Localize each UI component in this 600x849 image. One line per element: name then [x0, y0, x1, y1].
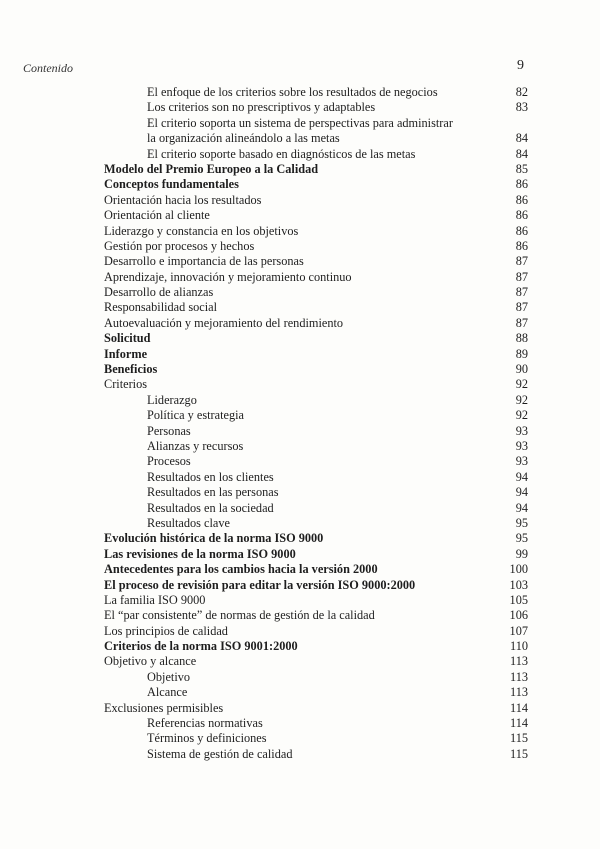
toc-entry-title: El criterio soporta un sistema de perspectivas para administrar — [147, 115, 453, 130]
toc-entry-page: 115 — [510, 731, 528, 746]
toc-entry — [104, 578, 528, 593]
toc-entry — [104, 639, 528, 654]
toc-entry — [104, 362, 528, 377]
toc-entry-page: 86 — [515, 192, 528, 207]
toc-entry — [104, 270, 528, 285]
toc-entry-title: Criterios de la norma ISO 9001:2000 — [104, 639, 298, 654]
toc-entry-title: Exclusiones permisibles — [104, 700, 224, 715]
toc-entry — [104, 347, 528, 362]
toc-entry — [104, 501, 528, 516]
toc-entry-title: Resultados clave — [147, 515, 230, 530]
toc-entry-title: Las revisiones de la norma ISO 9000 — [104, 546, 296, 561]
toc-entry-title: Conceptos fundamentales — [104, 177, 239, 192]
toc-entry-title: El enfoque de los criterios sobre los resultados de negocios — [147, 85, 438, 99]
toc-entry-title: Política y estrategia — [147, 408, 244, 423]
toc-entry — [104, 562, 528, 577]
toc-entry — [104, 624, 528, 639]
toc-entry-page: 83 — [515, 100, 528, 115]
toc-entry-title: Procesos — [147, 454, 191, 469]
toc-entry-page: 94 — [515, 500, 528, 515]
toc-entry-page: 87 — [515, 254, 528, 269]
toc-entry — [104, 547, 528, 562]
toc-entry-title: El proceso de revisión para editar la versión ISO 9000:2000 — [104, 577, 416, 592]
toc-entry — [104, 747, 528, 762]
toc-entry-title: la organización alineándolo a las metas — [147, 131, 340, 146]
toc-entry — [104, 193, 528, 208]
toc-entry-title: Solicitud — [104, 331, 151, 346]
toc-entry-page: 114 — [510, 700, 528, 715]
toc-entry-page: 113 — [510, 669, 528, 684]
toc-entry-page: 105 — [509, 592, 528, 607]
toc-entry — [104, 100, 528, 115]
toc-entry-page: 103 — [509, 577, 528, 592]
toc-entry-title: La familia ISO 9000 — [104, 592, 206, 607]
toc-entry-page: 106 — [509, 608, 528, 623]
toc-entry-page: 95 — [515, 515, 528, 530]
toc-entry-page: 82 — [515, 85, 528, 99]
toc-entry-title: Modelo del Premio Europeo a la Calidad — [104, 161, 319, 176]
toc-entry-page: 84 — [515, 131, 528, 146]
running-header-section: Contenido — [23, 61, 73, 75]
table-of-contents — [104, 85, 528, 762]
toc-entry-title: Criterios — [104, 377, 148, 392]
toc-entry-page: 85 — [515, 161, 528, 176]
toc-entry — [104, 516, 528, 531]
toc-entry — [104, 254, 528, 269]
toc-entry-page: 87 — [515, 300, 528, 315]
toc-entry — [104, 454, 528, 469]
toc-entry — [104, 377, 528, 392]
toc-entry-title: Desarrollo e importancia de las personas — [104, 254, 304, 269]
toc-entry-page: 92 — [515, 377, 528, 392]
toc-entry-page: 99 — [515, 546, 528, 561]
toc-entry-title: Autoevaluación y mejoramiento del rendimiento — [104, 315, 344, 330]
toc-entry — [104, 593, 528, 608]
toc-entry — [104, 131, 528, 146]
toc-entry — [104, 408, 528, 423]
toc-entry-title: Informe — [104, 346, 148, 361]
toc-entry — [104, 116, 528, 131]
toc-entry-title: Resultados en la sociedad — [147, 500, 274, 515]
toc-entry-title: Resultados en los clientes — [147, 469, 274, 484]
toc-entry — [104, 316, 528, 331]
toc-entry-page: 86 — [515, 223, 528, 238]
toc-entry — [104, 670, 528, 685]
toc-entry — [104, 285, 528, 300]
toc-entry-title: Desarrollo de alianzas — [104, 285, 214, 300]
toc-entry-title: El criterio soporte basado en diagnósticos de las metas — [147, 146, 416, 161]
toc-entry-page: 93 — [515, 438, 528, 453]
toc-entry-page: 86 — [515, 238, 528, 253]
toc-entry-title: Resultados en las personas — [147, 485, 279, 500]
toc-entry — [104, 731, 528, 746]
toc-entry-page: 94 — [515, 469, 528, 484]
toc-entry-page: 92 — [515, 392, 528, 407]
toc-entry — [104, 701, 528, 716]
toc-entry — [104, 85, 528, 100]
toc-entry — [104, 300, 528, 315]
toc-entry-title: El “par consistente” de normas de gestión de la calidad — [104, 608, 375, 623]
toc-entry — [104, 224, 528, 239]
toc-entry-title: Alcance — [147, 685, 188, 700]
toc-entry-title: Responsabilidad social — [104, 300, 218, 315]
toc-entry-page: 95 — [515, 531, 528, 546]
toc-entry — [104, 239, 528, 254]
toc-entry-page: 90 — [515, 362, 528, 377]
toc-entry — [104, 162, 528, 177]
toc-entry — [104, 439, 528, 454]
toc-entry — [104, 608, 528, 623]
toc-entry-page: 113 — [510, 685, 528, 700]
toc-entry-page: 107 — [509, 623, 528, 638]
toc-entry-page: 94 — [515, 485, 528, 500]
toc-entry-page: 110 — [510, 639, 528, 654]
toc-entry — [104, 470, 528, 485]
toc-entry-page: 89 — [515, 346, 528, 361]
toc-entry-page: 100 — [509, 562, 528, 577]
toc-entry-page: 93 — [515, 454, 528, 469]
toc-entry-page: 87 — [515, 285, 528, 300]
toc-entry-title: Sistema de gestión de calidad — [147, 746, 293, 761]
toc-entry — [104, 485, 528, 500]
toc-entry — [104, 716, 528, 731]
toc-entry-title: Gestión por procesos y hechos — [104, 238, 255, 253]
toc-entry-title: Los criterios son no prescriptivos y adaptables — [147, 100, 376, 115]
toc-entry-title: Referencias normativas — [147, 716, 263, 731]
toc-entry-title: Orientación hacia los resultados — [104, 192, 262, 207]
toc-entry-title: Los principios de calidad — [104, 623, 228, 638]
toc-entry-page: 88 — [515, 331, 528, 346]
toc-entry-title: Liderazgo y constancia en los objetivos — [104, 223, 299, 238]
page-number: 9 — [517, 58, 524, 73]
toc-entry-title: Objetivo — [147, 669, 191, 684]
toc-entry-page: 87 — [515, 269, 528, 284]
toc-entry — [104, 393, 528, 408]
toc-entry-title: Aprendizaje, innovación y mejoramiento continuo — [104, 269, 352, 284]
toc-entry — [104, 208, 528, 223]
toc-entry-page: 87 — [515, 315, 528, 330]
toc-entry — [104, 177, 528, 192]
toc-entry-page: 113 — [510, 654, 528, 669]
toc-entry — [104, 654, 528, 669]
toc-entry — [104, 331, 528, 346]
toc-entry-page: 86 — [515, 208, 528, 223]
toc-entry — [104, 424, 528, 439]
toc-entry — [104, 147, 528, 162]
toc-entry-title: Beneficios — [104, 362, 158, 377]
toc-entry-title: Alianzas y recursos — [147, 438, 244, 453]
toc-entry-page: 93 — [515, 423, 528, 438]
toc-entry-title: Objetivo y alcance — [104, 654, 197, 669]
toc-entry-page: 86 — [515, 177, 528, 192]
toc-entry-title: Antecedentes para los cambios hacia la versión 2000 — [104, 562, 378, 577]
toc-entry-title: Términos y definiciones — [147, 731, 267, 746]
toc-entry-title: Evolución histórica de la norma ISO 9000 — [104, 531, 324, 546]
toc-entry-page: 84 — [515, 146, 528, 161]
toc-entry-page: 114 — [510, 716, 528, 731]
toc-entry — [104, 685, 528, 700]
toc-entry-title: Orientación al cliente — [104, 208, 210, 223]
toc-entry — [104, 531, 528, 546]
toc-entry-page: 115 — [510, 746, 528, 761]
toc-entry-title: Personas — [147, 423, 191, 438]
toc-entry-title: Liderazgo — [147, 392, 197, 407]
toc-entry-page: 92 — [515, 408, 528, 423]
